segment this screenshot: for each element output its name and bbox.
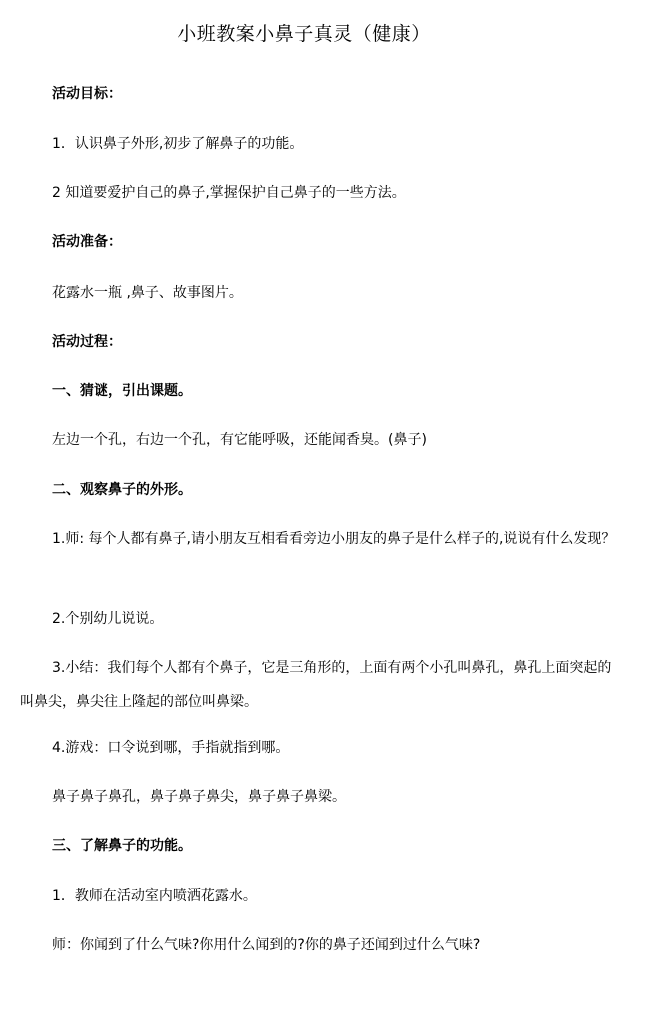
preparation-item: 花露水一瓶 ,鼻子、故事图片。 [52,285,243,301]
teacher-question: 师：你闻到了什么气味?你用什么闻到的?你的鼻子还闻到过什么气味? [52,937,481,953]
step-heading-3: 三、了解鼻子的功能。 [52,838,192,854]
goal-item-2: 2 知道要爱护自己的鼻子,掌握保护自己鼻子的一些方法。 [52,185,406,201]
step2-item-2: 2.个别幼儿说说。 [52,611,164,627]
step-heading-1: 一、猜谜，引出课题。 [52,383,192,399]
riddle-text: 左边一个孔，右边一个孔，有它能呼吸，还能闻香臭。(鼻子) [52,432,427,448]
document-title: 小班教案小鼻子真灵（健康） [177,23,431,45]
step2-item-3: 3.小结：我们每个人都有个鼻子，它是三角形的，上面有两个小孔叫鼻孔，鼻孔上面突起的叫鼻尖，鼻尖往上隆起的部位叫鼻梁。 [20,660,612,710]
section-heading-goals: 活动目标： [52,86,122,102]
goal-item-1: 1．认识鼻子外形,初步了解鼻子的功能。 [52,136,304,152]
step3-item-1: 1．教师在活动室内喷洒花露水。 [52,888,257,904]
section-heading-preparation: 活动准备： [52,234,122,250]
step2-item-4: 4.游戏：口令说到哪，手指就指到哪。 [52,740,290,756]
game-chant: 鼻子鼻子鼻孔，鼻子鼻子鼻尖，鼻子鼻子鼻梁。 [52,789,346,805]
step-heading-2: 二、观察鼻子的外形。 [52,482,192,498]
step2-item-1: 1.师: 每个人都有鼻子,请小朋友互相看看旁边小朋友的鼻子是什么样子的,说说有什么发现？ [52,531,616,547]
section-heading-process: 活动过程： [52,334,122,350]
